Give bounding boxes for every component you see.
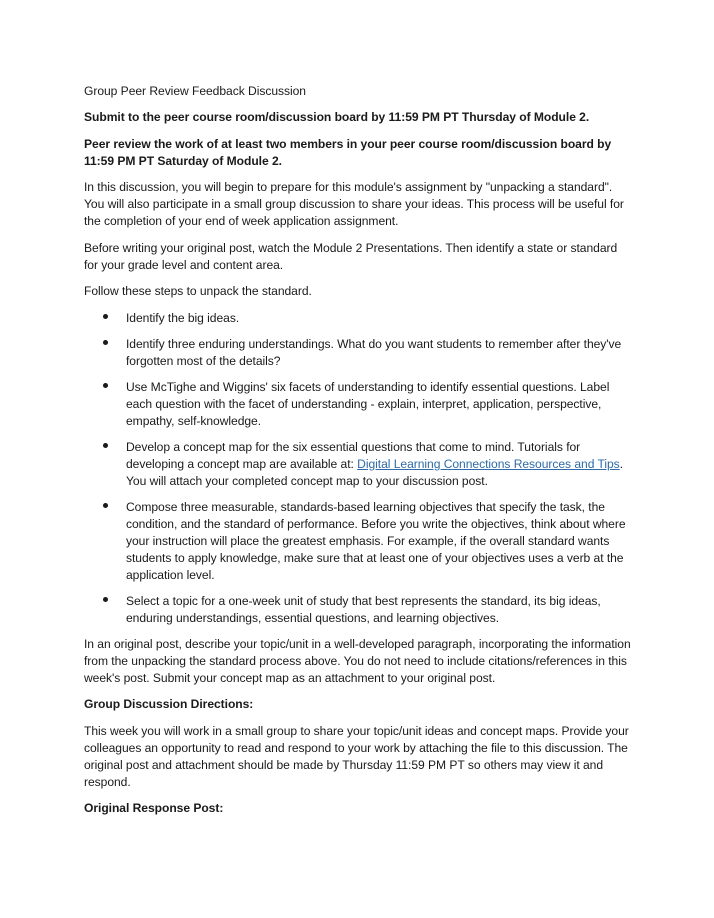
bullet-icon [103,503,108,508]
bullet-icon [103,443,108,448]
steps-list [84,310,634,627]
list-item [84,439,634,490]
list-item [84,499,634,584]
before-writing-paragraph: Before writing your original post, watch the Module 2 Presentations. Then identify a state or standard for your grade level and content area. [84,240,618,272]
group-discussion-heading: Group Discussion Directions: [84,697,254,711]
step-text: Identify three enduring understandings. What do you want students to remember after they've forgotten most of the details? [126,336,622,368]
original-post-instructions: In an original post, describe your topic/unit in a well-developed paragraph, incorporating the information from the unpacking the standard process above. You do not need to include citations/references in this week's post. Submit your concept map as an attachment to your original post. [84,636,631,685]
steps-intro: Follow these steps to unpack the standard. [84,284,312,298]
step-text-before-link: Develop a concept map for the six essential questions that come to mind. Tutorials for developing a concept map are available at: [126,439,581,471]
original-response-heading: Original Response Post: [84,801,224,815]
bullet-icon [103,314,108,319]
step-text: Compose three measurable, standards-based learning objectives that specify the task, the condition, and the standard of performance. Before you write the objectives, think about where your instruction will place the greatest emphasis. For example, if the overall standard wants students to apply knowledge, make sure that at least one of your objectives uses a verb at the application level. [126,499,626,582]
intro-paragraph: In this discussion, you will begin to prepare for this module's assignment by "unpacking a standard". You will also participate in a small group discussion to share your ideas. This process will be useful for the completion of your end of week application assignment. [84,180,624,228]
step-text: Use McTighe and Wiggins' six facets of understanding to identify essential questions. Label each question with the facet of understanding - explain, interpret, application, perspective, empathy, self-knowledge. [126,379,610,428]
bullet-icon [103,597,108,602]
digital-learning-connections-link[interactable]: Digital Learning Connections Resources and Tips [357,456,620,471]
step-text: Select a topic for a one-week unit of study that best represents the standard, its big ideas, enduring understandings, essential questions, and learning objectives. [126,593,601,625]
bullet-icon [103,383,108,388]
list-item [84,310,634,327]
document-title: Group Peer Review Feedback Discussion [84,84,306,98]
list-item [84,379,634,430]
group-discussion-body: This week you will work in a small group to share your topic/unit ideas and concept maps. Provide your colleagues an opportunity to read and respond to your work by attaching the file to this discussion. The original post and attachment should be made by Thursday 11:59 PM PT so others may view it and respond. [84,723,629,789]
list-item [84,593,634,627]
submit-deadline: Submit to the peer course room/discussion board by 11:59 PM PT Thursday of Module 2. [84,110,590,124]
bullet-icon [103,340,108,345]
peer-review-deadline: Peer review the work of at least two members in your peer course room/discussion board by 11:59 PM PT Saturday of Module 2. [84,136,612,168]
step-text-after-link: . You will attach your completed concept map to your discussion post. [126,456,623,488]
list-item [84,336,634,370]
step-text: Identify the big ideas. [126,310,240,325]
